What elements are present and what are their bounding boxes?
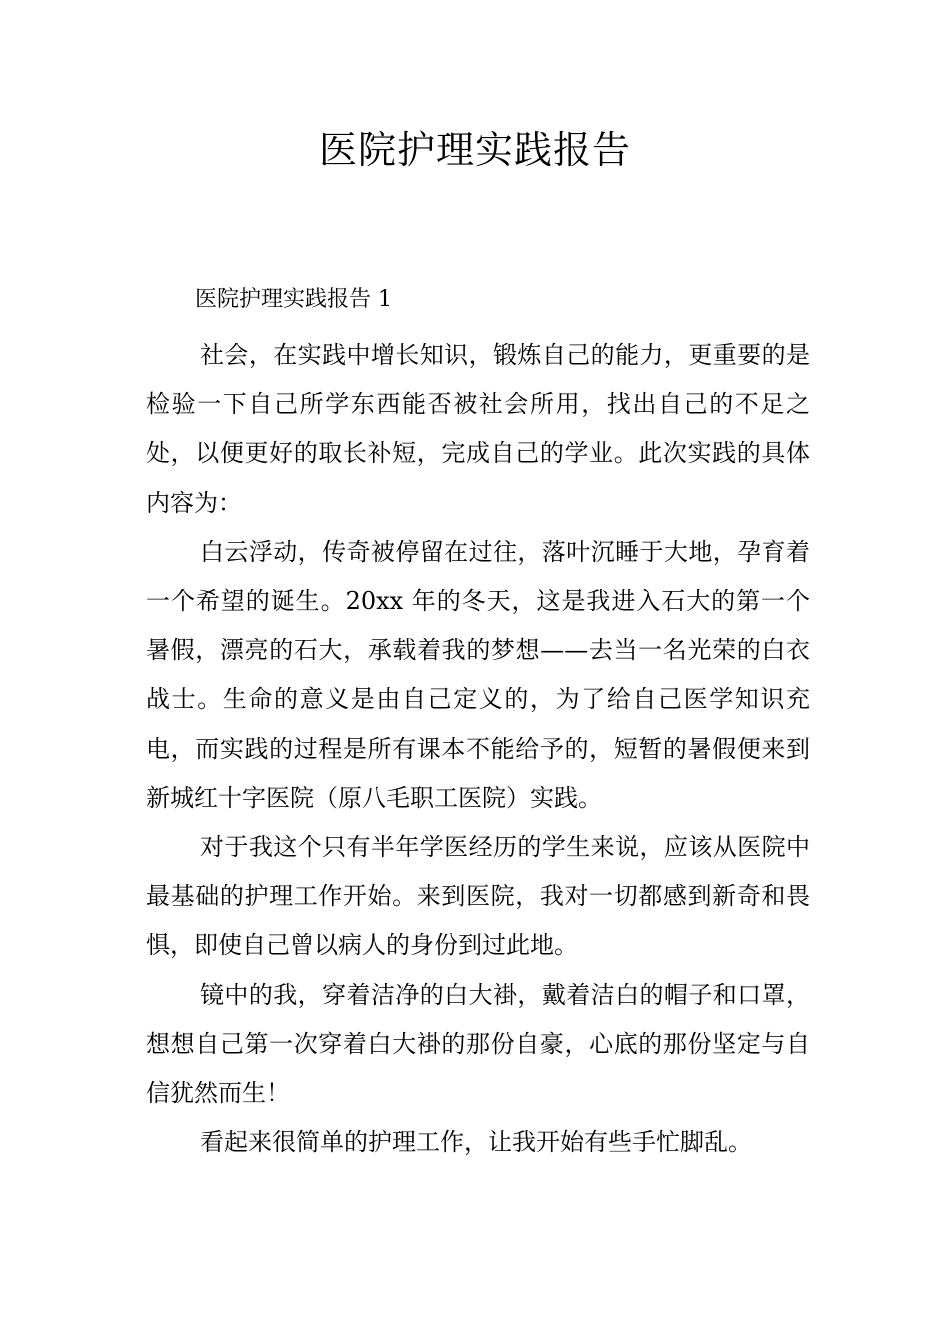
section-heading: 医院护理实践报告 1 bbox=[195, 287, 392, 312]
paragraph: 看起来很简单的护理工作，让我开始有些手忙脚乱。 bbox=[200, 1128, 752, 1157]
paragraph: 镜中的我，穿着洁净的白大褂，戴着洁白的帽子和口罩，想想自己第一次穿着白大褂的那份自豪，心底的那份坚定与自信犹然而生！ bbox=[146, 980, 810, 1108]
document-title: 医院护理实践报告 bbox=[318, 128, 631, 172]
paragraph: 社会，在实践中增长知识，锻炼自己的能力，更重要的是检验一下自己所学东西能否被社会所用，找出自己的不足之处，以便更好的取长补短，完成自己的学业。此次实践的具体内容为： bbox=[146, 341, 810, 517]
paragraph: 对于我这个只有半年学医经历的学生来说，应该从医院中最基础的护理工作开始。来到医院，我对一切都感到新奇和畏惧，即使自己曾以病人的身份到过此地。 bbox=[146, 833, 810, 960]
paragraph: 白云浮动，传奇被停留在过往，落叶沉睡于大地，孕育着一个希望的诞生。20xx 年的冬天，这是我进入石大的第一个暑假，漂亮的石大，承载着我的梦想——去当一名光荣的白衣战士。生命的意义是由自己定义的，为了给自己医学知识充电，而实践的过程是所有课本不能给予的，短暂的暑假便来到新城红十字医院（原八毛职工医院）实践。 bbox=[146, 537, 810, 812]
body-text bbox=[146, 331, 810, 1167]
